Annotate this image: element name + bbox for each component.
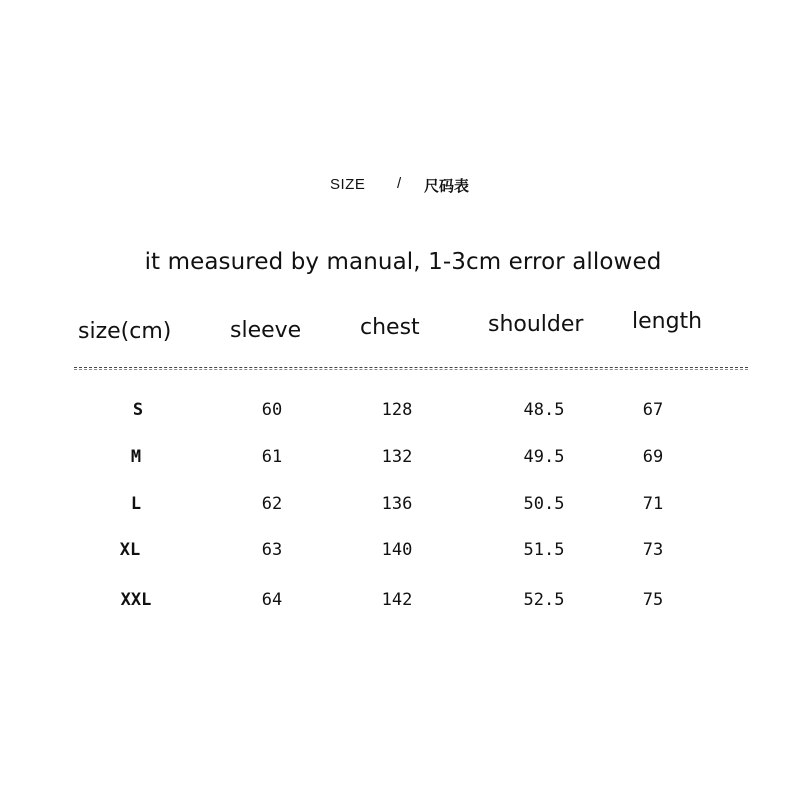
- header-sleeve: sleeve: [230, 318, 302, 343]
- header-length: length: [632, 309, 703, 334]
- header-divider-shadow: [74, 369, 748, 370]
- heading-chinese-label: 尺码表: [424, 178, 470, 195]
- row-l-length: 71: [642, 494, 664, 514]
- row-m-shoulder: 49.5: [523, 447, 565, 467]
- row-s-size: S: [132, 400, 144, 420]
- row-l-sleeve: 62: [261, 494, 283, 514]
- row-s-length: 67: [642, 400, 664, 420]
- header-chest: chest: [360, 315, 420, 340]
- row-l-size: L: [130, 494, 142, 514]
- measurement-note: it measured by manual, 1-3cm error allowed: [144, 249, 662, 275]
- row-xl-length: 73: [642, 540, 664, 560]
- header-divider: [74, 367, 748, 368]
- row-m-length: 69: [642, 447, 664, 467]
- row-l-shoulder: 50.5: [523, 494, 565, 514]
- row-xxl-sleeve: 64: [261, 590, 283, 610]
- row-s-sleeve: 60: [261, 400, 283, 420]
- row-xxl-length: 75: [642, 590, 664, 610]
- chart-heading: [0, 172, 800, 198]
- row-xl-size: XL: [119, 540, 141, 560]
- row-xxl-size: XXL: [120, 590, 152, 610]
- row-l-chest: 136: [381, 494, 413, 514]
- header-shoulder: shoulder: [488, 312, 584, 337]
- row-xxl-shoulder: 52.5: [523, 590, 565, 610]
- heading-size-label: SIZE: [330, 176, 366, 193]
- row-xxl-chest: 142: [381, 590, 413, 610]
- row-xl-sleeve: 63: [261, 540, 283, 560]
- row-xl-shoulder: 51.5: [523, 540, 565, 560]
- row-s-shoulder: 48.5: [523, 400, 565, 420]
- row-m-size: M: [130, 447, 142, 467]
- heading-separator: /: [397, 175, 402, 192]
- row-xl-chest: 140: [381, 540, 413, 560]
- row-m-sleeve: 61: [261, 447, 283, 467]
- row-m-chest: 132: [381, 447, 413, 467]
- header-size: size(cm): [78, 319, 172, 344]
- row-s-chest: 128: [381, 400, 413, 420]
